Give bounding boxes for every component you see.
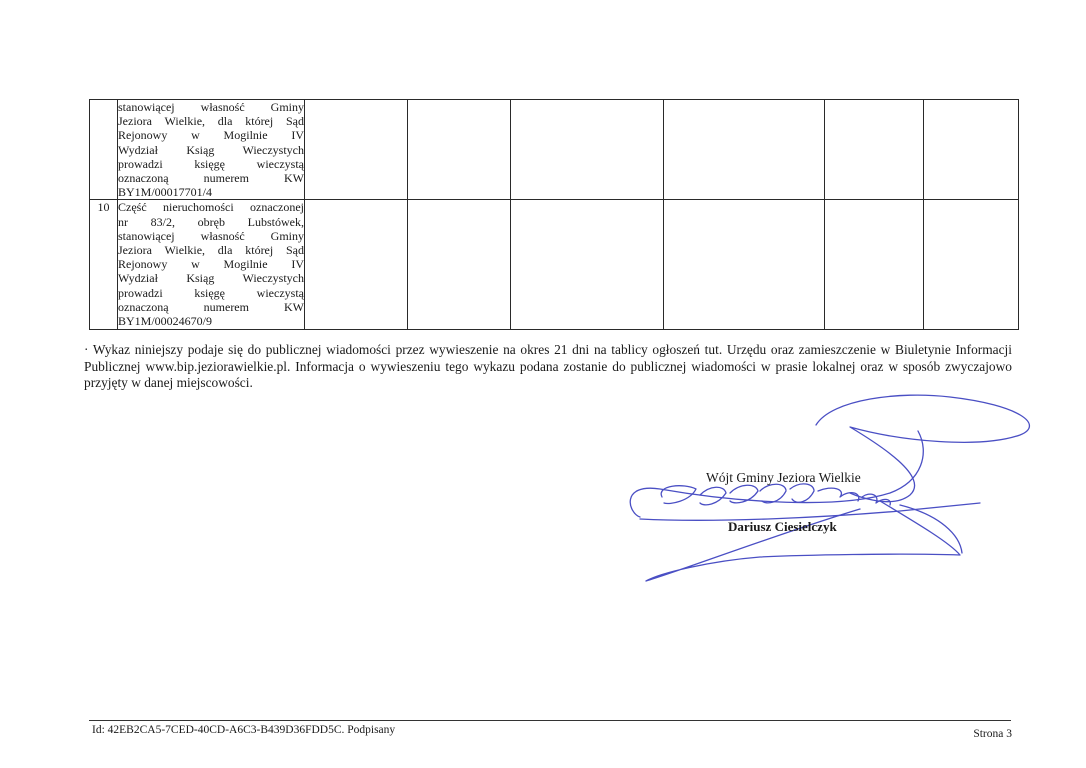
- empty-cell: [664, 100, 825, 200]
- document-id: Id: 42EB2CA5-7CED-40CD-A6C3-B439D36FDD5C. Podpisany: [92, 724, 396, 736]
- empty-cell: [664, 200, 825, 330]
- signatory-title: Wójt Gminy Jeziora Wielkie: [706, 470, 861, 485]
- property-description-cell: [118, 100, 305, 200]
- description-line: oznaczoną numerem KW: [118, 299, 304, 314]
- table-row-continued: [90, 100, 1019, 200]
- page-number: Strona 3: [973, 728, 1012, 740]
- empty-cell: [305, 100, 408, 200]
- empty-cell: [511, 100, 664, 200]
- description-line: BY1M/00024670/9: [118, 314, 213, 329]
- property-table: [89, 99, 1019, 330]
- publication-notice: · Wykaz niniejszy podaje się do publicznej wiadomości przez wywieszenie na okres 21 dni na tablicy ogłoszeń tut. Urzędu oraz zamieszczenie w Biuletynie Informacji Publicznej www.bip.jeziorawielkie.pl. Informacja o wywieszeniu tego wykazu podana zostanie do publicznej wiadomości w prasie lokalnej oraz w sposób zwyczajowo przyjęty w danej miejscowości.: [84, 342, 1012, 390]
- row-number-cell: 10: [90, 200, 118, 330]
- empty-cell: [924, 200, 1019, 330]
- description-line: Jeziora Wielkie, dla której Sąd: [118, 243, 304, 258]
- empty-cell: [408, 200, 511, 330]
- table-row-10: [90, 200, 1019, 330]
- property-description-cell: [118, 200, 305, 330]
- description-line: Rejonowy w Mogilnie IV: [118, 257, 304, 272]
- description-line: prowadzi księgę wieczystą: [118, 156, 304, 171]
- empty-cell: [305, 200, 408, 330]
- description-line: BY1M/00017701/4: [118, 185, 213, 200]
- description-line: oznaczoną numerem KW: [118, 171, 304, 186]
- description-line: Część nieruchomości oznaczonej: [118, 200, 304, 215]
- row-number-cell: [90, 100, 118, 200]
- description-line: Rejonowy w Mogilnie IV: [118, 128, 304, 143]
- description-line: prowadzi księgę wieczystą: [118, 285, 304, 300]
- description-line: Wydział Ksiąg Wieczystych: [118, 271, 304, 286]
- footer-divider: [89, 720, 1011, 721]
- signatory-name: Dariusz Ciesielczyk: [728, 519, 837, 534]
- empty-cell: [825, 200, 924, 330]
- description-line: Wydział Ksiąg Wieczystych: [118, 142, 304, 157]
- description-line: stanowiącej własność Gminy: [118, 100, 304, 114]
- empty-cell: [408, 100, 511, 200]
- description-line: Jeziora Wielkie, dla której Sąd: [118, 114, 304, 129]
- handwritten-signature: [600, 385, 1040, 595]
- empty-cell: [511, 200, 664, 330]
- description-line: stanowiącej własność Gminy: [118, 228, 304, 243]
- empty-cell: [825, 100, 924, 200]
- description-line: nr 83/2, obręb Lubstówek,: [118, 214, 304, 229]
- empty-cell: [924, 100, 1019, 200]
